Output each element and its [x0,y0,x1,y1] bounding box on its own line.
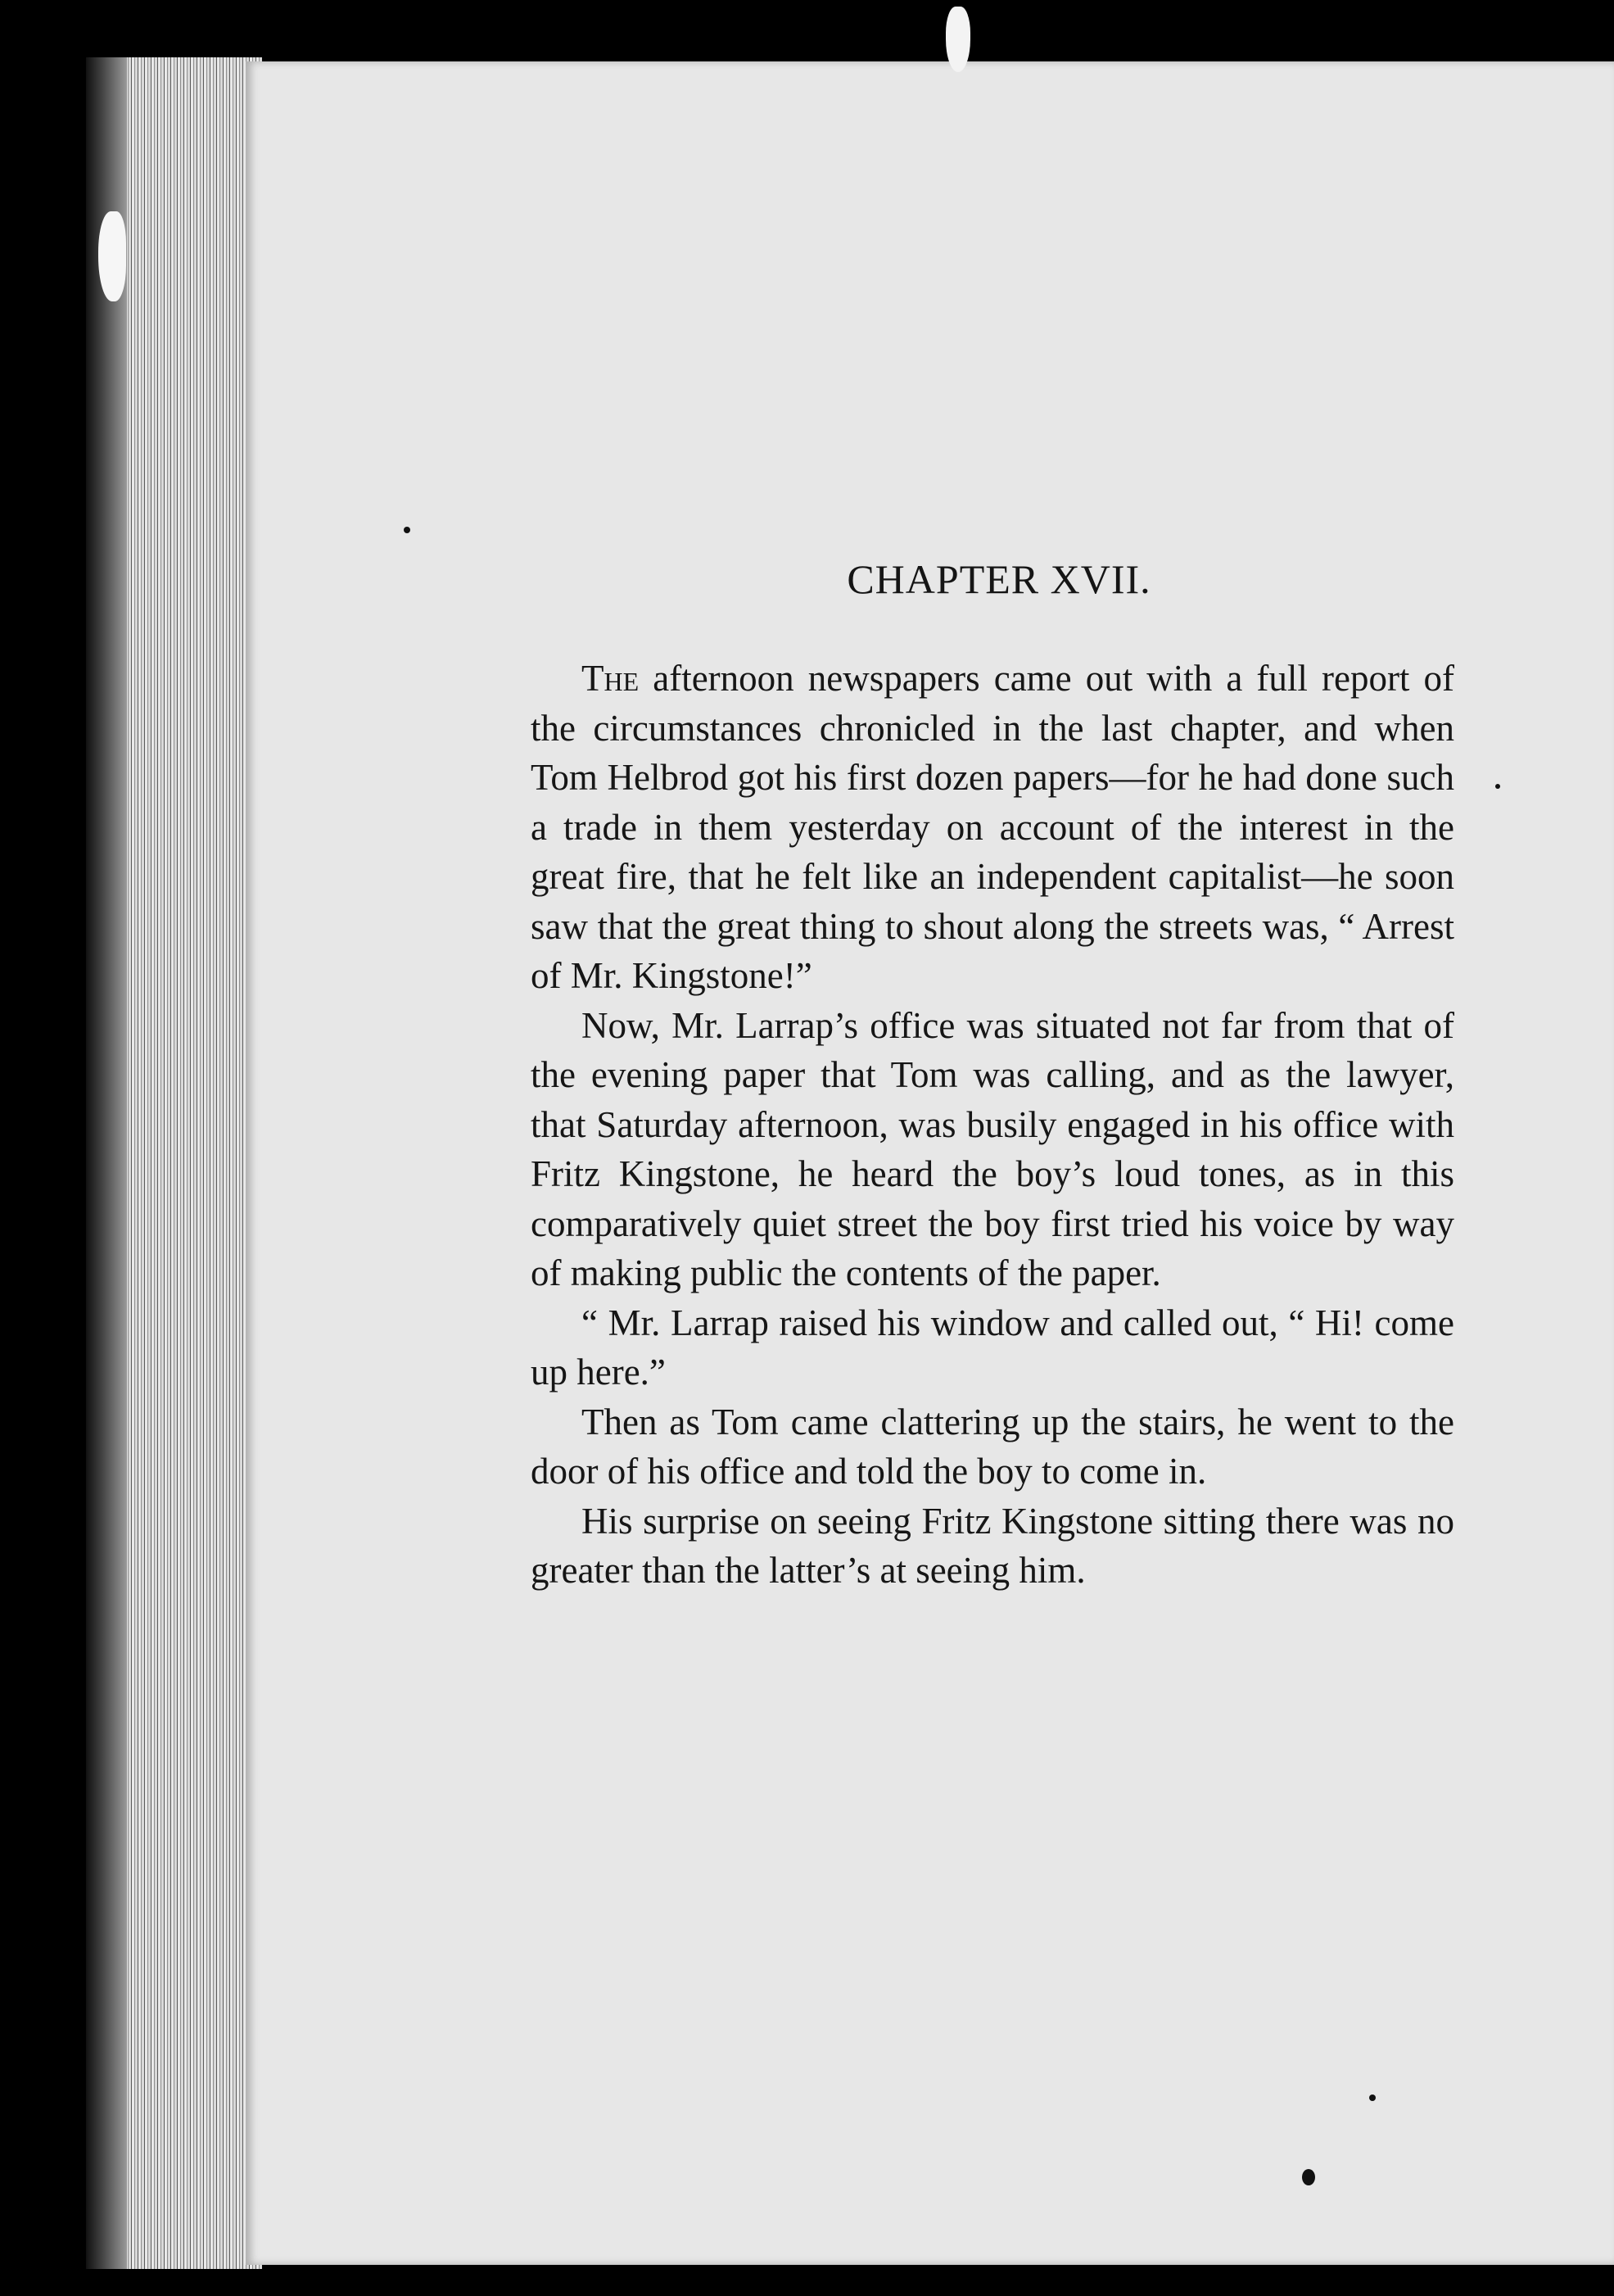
ink-speck [404,527,410,533]
chapter-title: CHAPTER XVII. [847,556,1151,602]
paragraph [531,654,1454,1001]
ink-speck [1495,784,1500,789]
edge-blemish [98,211,126,301]
chapter-text [531,654,1454,1596]
ink-speck [1302,2169,1315,2185]
paragraph: His surprise on seeing Fritz Kingstone sitting there was no greater than the latter’s at seeing him. [531,1500,1454,1591]
opening-word: The [581,658,640,699]
paragraph: Now, Mr. Larrap’s office was situated not far from that of the evening paper that Tom was calling, and as the lawyer, that Saturday afternoon, was busily engaged in his office with Fritz Kingstone, he heard the boy’s loud tones, as in this comparatively quiet street the boy first tried his voice by way of making public the contents of the paper. [531,1004,1454,1293]
page-edges [86,57,262,2269]
paragraph: “ Mr. Larrap raised his window and called out, “ Hi! come up here.” [531,1302,1454,1393]
paragraph-text: afternoon newspapers came out with a full report of the circumstances chronicled in the last chapter, and when Tom Helbrod got his first dozen papers—for he had done such a trade in them yesterday on account of the interest in the great fire, that he felt like an independent capitalist—he soon saw that the great thing to shout along the streets was, “ Arrest of Mr. Kingstone!” [531,658,1454,996]
paragraph: Then as Tom came clattering up the stairs, he went to the door of his office and told the boy to come in. [531,1401,1454,1492]
binding-mark [946,7,970,72]
ink-speck [1369,2094,1376,2101]
